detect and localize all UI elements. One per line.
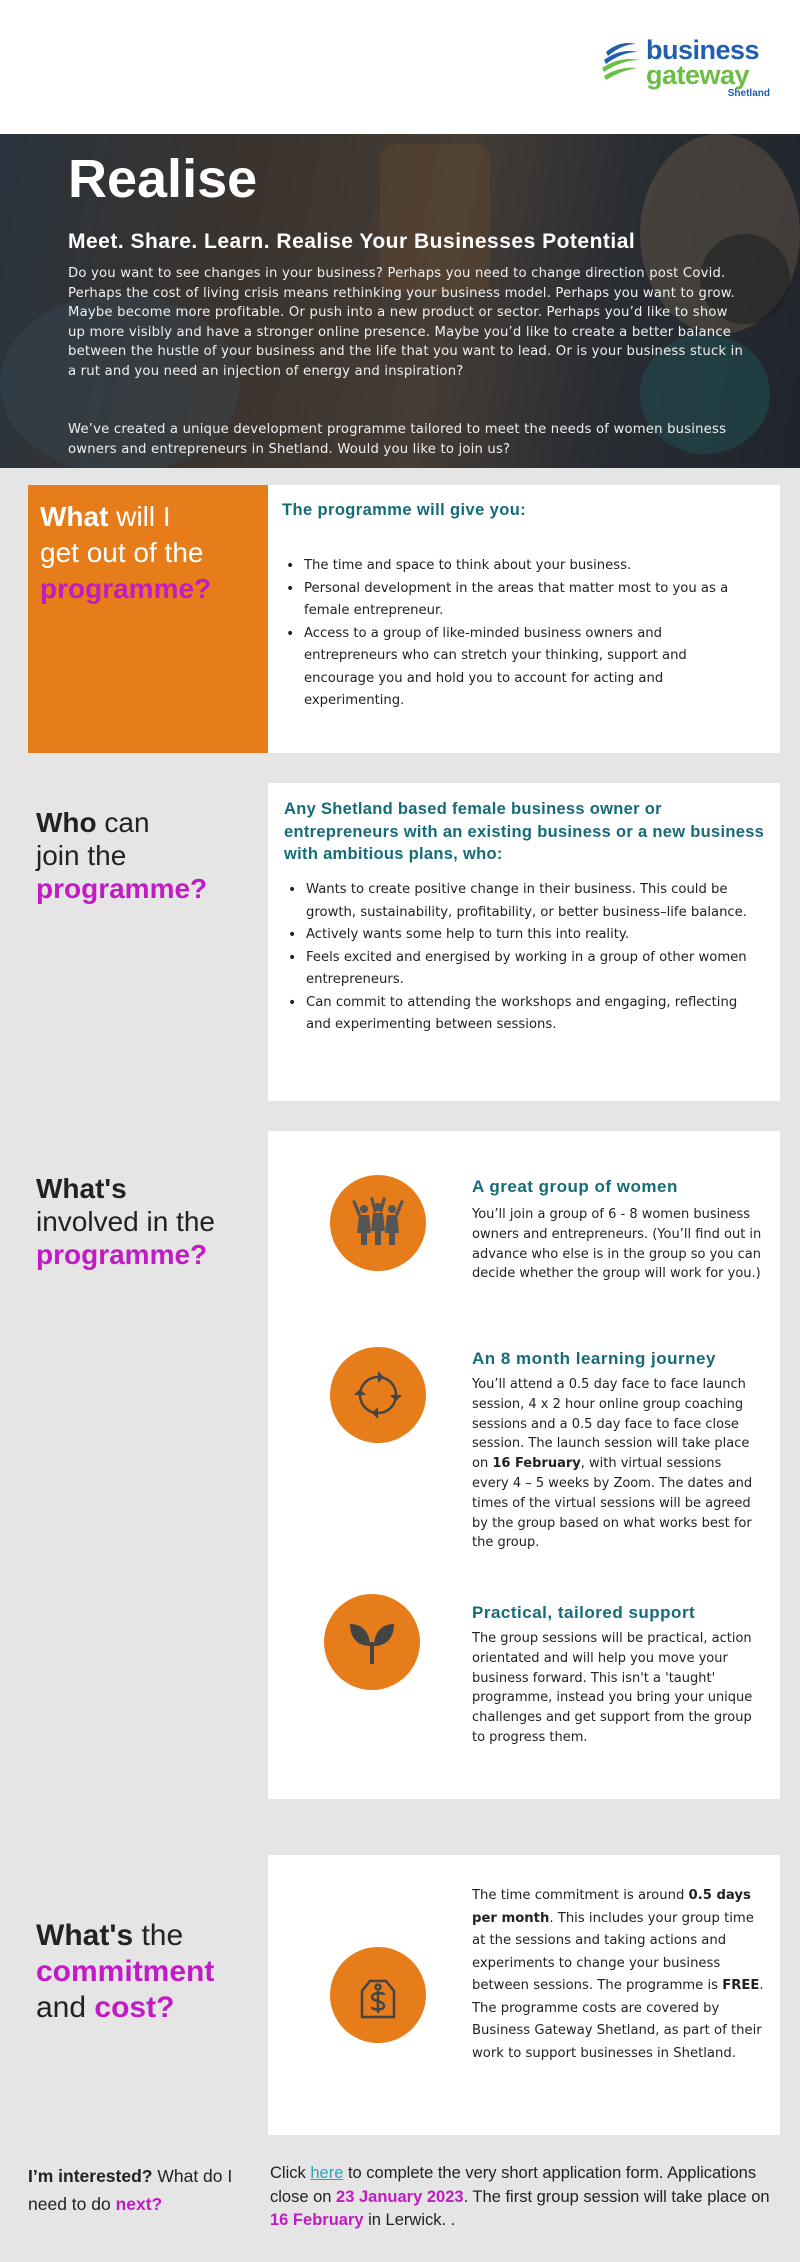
heading-highlight: programme? (36, 1239, 208, 1270)
commitment-body (472, 1885, 764, 2065)
feature-body: You’ll join a group of 6 - 8 women business owners and entrepreneurs. (You’ll find out in advance who else is in the group so you can decide whether the group will work for you.) (472, 1207, 762, 1282)
next-steps-heading (28, 2162, 258, 2218)
benefits-card-title: The programme will give you: (282, 501, 527, 519)
application-form-link[interactable]: here (310, 2164, 344, 2182)
eligibility-card-title: Any Shetland based female business owner or entrepreneurs with an existing business or a new business with ambitious plans, who: (284, 800, 765, 863)
logo-word-gateway: gateway (646, 60, 750, 90)
hero-title: Realise (68, 149, 258, 209)
commitment-text: The time commitment is around (472, 1888, 689, 1903)
footer-highlight: next? (115, 2194, 163, 2214)
footer-text: to complete the very short application form. Applications close on (270, 2164, 757, 2206)
feature-body-text: , with virtual sessions every 4 – 5 weeks by Zoom. The dates and times of the virtual sessions will be agreed by the group based on what works best for the group. (472, 1456, 753, 1551)
list-item: • Access to a group of like-minded business owners and entrepreneurs who can stretch your thinking, support and encourage you and hold you to account for acting and experimenting. (282, 623, 752, 713)
price-tag-dollar-icon (330, 1947, 426, 2043)
footer-text: . The first group session will take place on (463, 2187, 770, 2206)
heading-text: the (133, 1919, 184, 1952)
benefits-heading-panel (28, 485, 268, 753)
heading-text: get out of the (40, 537, 204, 568)
list-item: • Actively wants some help to turn this into reality. (284, 924, 760, 947)
list-item: • Wants to create positive change in their business. This could be growth, sustainability, profitability, or better business–life balance. (284, 879, 760, 924)
benefits-list (282, 555, 752, 713)
commitment-text: . The programme costs are covered by Business Gateway Shetland, as part of their work to support businesses in Shetland. (472, 1978, 764, 2061)
business-gateway-logo[interactable] (602, 36, 772, 98)
footer-bold-text: I’m interested? (28, 2166, 153, 2186)
eligibility-card (268, 783, 780, 1101)
feature-body (472, 1375, 762, 1553)
sprouting-plant-icon (324, 1594, 420, 1690)
feature-body: The group sessions will be practical, action orientated and will help you move your business forward. This isn't a 'taught' programme, instead you bring your unique challenges and get support from the group to progress them. (472, 1631, 753, 1745)
eligibility-heading (36, 806, 266, 905)
heading-highlight: cost? (94, 1991, 175, 2024)
feature-body-text: You’ll attend a 0.5 day face to face launch session, 4 x 2 hour online group coaching sessions and a 0.5 day face to face close session. The launch session will take place on (472, 1377, 750, 1472)
next-steps-text (270, 2162, 780, 2233)
feature-title: Practical, tailored support (472, 1603, 696, 1622)
feature-title: An 8 month learning journey (472, 1349, 716, 1368)
footer-text: What do I need to do (28, 2166, 233, 2214)
heading-word-who: Who (36, 807, 97, 838)
benefits-card (268, 485, 780, 753)
list-item: • Personal development in the areas that matter most to you as a female entrepreneur. (282, 578, 752, 623)
hero-invite-paragraph: We’ve created a unique development programme tailored to meet the needs of women business owners and entrepreneurs in Shetland. Would you like to join us? (68, 422, 727, 457)
details-card (268, 1131, 780, 1799)
heading-text: join the (36, 840, 127, 871)
logo-word-shetland: Shetland (727, 88, 770, 99)
heading-word-what: What (40, 501, 109, 532)
heading-text: and (36, 1991, 95, 2024)
heading-word-whats: What's (36, 1919, 134, 1952)
first-session-date: 16 February (270, 2211, 364, 2229)
logo-swoosh-icon (602, 38, 644, 84)
header-bar (0, 0, 800, 134)
details-heading (36, 1172, 266, 1271)
footer-text: Click (270, 2164, 311, 2182)
heading-text: will I (108, 501, 171, 532)
hero-intro-paragraph: Do you want to see changes in your business? Perhaps you need to change direction post Covid. Perhaps the cost of living crisis means rethinking your business model. Perhaps you want to grow. Maybe become more profitable. Or push into a new product or sector. Perhaps you’d like to show up more visibly and have a stronger online presence. Maybe you’d like to create a better balance between the hustle of your business and the life that you want to lead. Or is your business stuck in a rut and you need an injection of energy and inspiration? (68, 266, 744, 379)
feature-body-date: 16 February (492, 1456, 581, 1472)
heading-word-whats: What's (36, 1173, 127, 1204)
commitment-card (268, 1855, 780, 2135)
hero-subtitle: Meet. Share. Learn. Realise Your Businesses Potential (68, 230, 636, 253)
list-item: • Feels excited and energised by working in a group of other women entrepreneurs. (284, 947, 760, 992)
heading-highlight: commitment (36, 1955, 215, 1988)
cycle-arrows-icon (330, 1347, 426, 1443)
hero-banner (0, 134, 800, 468)
feature-title: A great group of women (472, 1177, 678, 1196)
logo-word-business: business (646, 35, 760, 65)
heading-highlight: programme? (36, 873, 208, 904)
list-item: • The time and space to think about your business. (282, 555, 752, 578)
commitment-text: . This includes your group time at the sessions and taking actions and experiments to change your business between sessions. The programme is (472, 1910, 754, 1993)
heading-text: involved in the (36, 1206, 216, 1237)
heading-text: can (96, 807, 150, 838)
heading-highlight: programme? (40, 573, 212, 604)
commitment-time: 0.5 days per month (472, 1888, 751, 1926)
closing-date: 23 January 2023 (336, 2187, 464, 2206)
commitment-free: FREE (722, 1978, 760, 1993)
commitment-heading (36, 1918, 272, 2026)
eligibility-list (284, 879, 760, 1037)
group-of-women-icon (330, 1175, 426, 1271)
list-item: • Can commit to attending the workshops and engaging, reflecting and experimenting between sessions. (284, 992, 760, 1037)
footer-text: in Lerwick. . (363, 2211, 456, 2229)
benefits-heading (40, 499, 211, 607)
